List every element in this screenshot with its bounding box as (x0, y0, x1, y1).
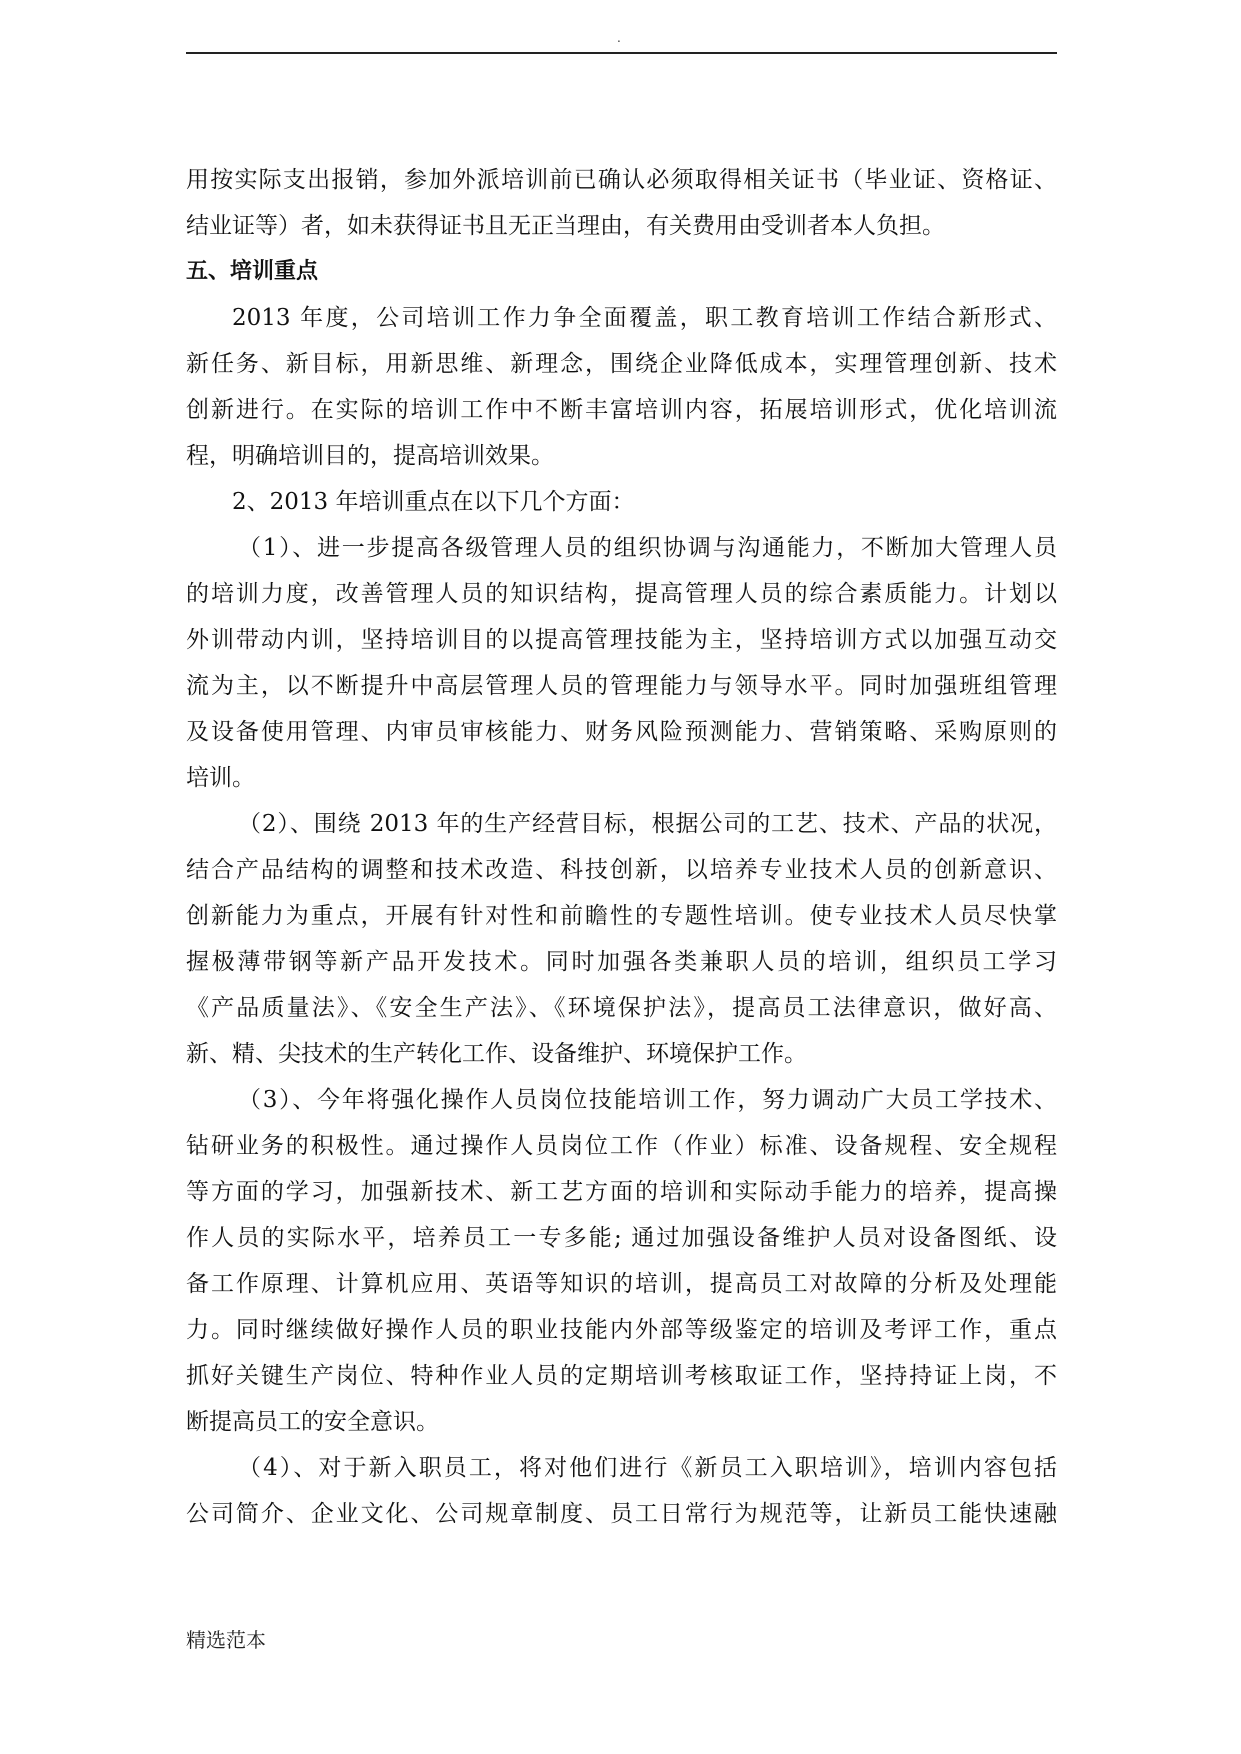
text-line: 培训。 (186, 765, 255, 791)
text-line: （2）、围绕 2013 年的生产经营目标，根据公司的工艺、技术、产品的状况， (238, 811, 1057, 837)
text-line: 创新能力为重点，开展有针对性和前瞻性的专题性培训。使专业技术人员尽快掌 (186, 903, 1057, 929)
header-mark: . (617, 31, 621, 45)
text-line: 备工作原理、计算机应用、英语等知识的培训，提高员工对故障的分析及处理能 (186, 1271, 1057, 1297)
document-body (186, 157, 1057, 1537)
text-line: 新任务、新目标，用新思维、新理念，围绕企业降低成本，实理管理创新、技术 (186, 351, 1057, 377)
text-line: 2、2013 年培训重点在以下几个方面： (232, 489, 635, 515)
text-line: 钻研业务的积极性。通过操作人员岗位工作（作业）标准、设备规程、安全规程 (186, 1133, 1057, 1159)
text-line: 外训带动内训，坚持培训目的以提高管理技能为主，坚持培训方式以加强互动交 (186, 627, 1057, 653)
text-line: 程，明确培训目的，提高培训效果。 (186, 443, 554, 469)
text-line: 新、精、尖技术的生产转化工作、设备维护、环境保护工作。 (186, 1041, 807, 1067)
text-line: 的培训力度，改善管理人员的知识结构，提高管理人员的综合素质能力。计划以 (186, 581, 1057, 607)
text-line: （1）、进一步提高各级管理人员的组织协调与沟通能力，不断加大管理人员 (238, 535, 1057, 561)
text-line: 用按实际支出报销，参加外派培训前已确认必须取得相关证书（毕业证、资格证、 (186, 167, 1057, 193)
text-line: 断提高员工的安全意识。 (186, 1409, 439, 1435)
text-line: 流为主，以不断提升中高层管理人员的管理能力与领导水平。同时加强班组管理 (186, 673, 1057, 699)
text-line: 创新进行。在实际的培训工作中不断丰富培训内容，拓展培训形式，优化培训流 (186, 397, 1057, 423)
text-line: 结业证等）者，如未获得证书且无正当理由，有关费用由受训者本人负担。 (186, 213, 945, 239)
text-line: 抓好关键生产岗位、特种作业人员的定期培训考核取证工作，坚持持证上岗，不 (186, 1363, 1057, 1389)
text-line: 《产品质量法》、《安全生产法》、《环境保护法》，提高员工法律意识，做好高、 (186, 995, 1057, 1021)
text-line: 及设备使用管理、内审员审核能力、财务风险预测能力、营销策略、采购原则的 (186, 719, 1057, 745)
text-line: 等方面的学习，加强新技术、新工艺方面的培训和实际动手能力的培养，提高操 (186, 1179, 1057, 1205)
text-line: （4）、对于新入职员工，将对他们进行《新员工入职培训》，培训内容包括 (238, 1455, 1057, 1481)
text-line: 力。同时继续做好操作人员的职业技能内外部等级鉴定的培训及考评工作，重点 (186, 1317, 1057, 1343)
text-line: 握极薄带钢等新产品开发技术。同时加强各类兼职人员的培训，组织员工学习 (186, 949, 1057, 975)
text-line: 作人员的实际水平，培养员工一专多能; 通过加强设备维护人员对设备图纸、设 (186, 1225, 1057, 1251)
text-line: （3）、今年将强化操作人员岗位技能培训工作，努力调动广大员工学技术、 (238, 1087, 1057, 1113)
footer-label: 精选范本 (186, 1628, 266, 1652)
text-line: 2013 年度，公司培训工作力争全面覆盖，职工教育培训工作结合新形式、 (232, 305, 1057, 331)
text-line: 结合产品结构的调整和技术改造、科技创新，以培养专业技术人员的创新意识、 (186, 857, 1057, 883)
text-line: 公司简介、企业文化、公司规章制度、员工日常行为规范等，让新员工能快速融 (186, 1501, 1057, 1527)
section-heading: 五、培训重点 (186, 259, 319, 284)
header-rule (186, 52, 1057, 54)
